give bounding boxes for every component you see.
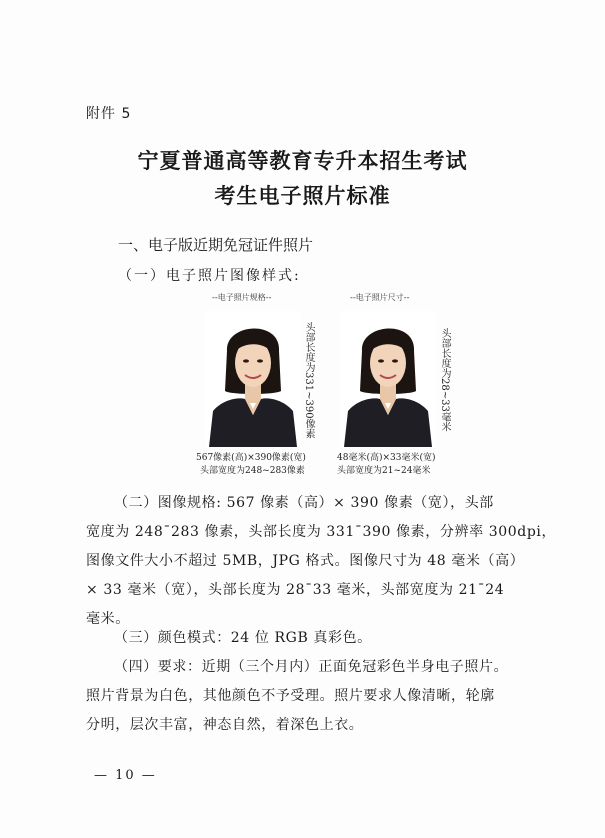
paragraph-line: （四）要求：近期（三个月内）正面免冠彩色半身电子照片。: [114, 659, 509, 675]
woman-portrait-icon: [340, 311, 436, 447]
paragraph-line: （三）颜色模式：24 位 RGB 真彩色。: [114, 630, 372, 646]
attachment-label: 附件 5: [86, 106, 132, 122]
document-title-line2: 考生电子照片标准: [214, 183, 391, 208]
paragraph-line: × 33 毫米（宽），头部长度为 28¯33 毫米，头部宽度为 21¯24: [86, 582, 505, 598]
paragraph-line: 照片背景为白色，其他颜色不予受理。照片要求人像清晰，轮廓: [86, 688, 495, 704]
paragraph-line: 分明，层次丰富，神态自然，着深色上衣。: [86, 717, 364, 733]
portrait-photo-left: [205, 311, 301, 447]
paragraph-line: 宽度为 248¯283 像素，头部长度为 331¯390 像素，分辨率 300dpi，: [86, 524, 557, 540]
figure-right-title: --电子照片尺寸--: [350, 293, 410, 302]
paragraph-line: （二）图像规格: 567 像素（高）× 390 像素（宽），头部: [114, 495, 494, 511]
figure-left-head-length: 头部长度为331~390像素: [303, 322, 314, 439]
figure-right-caption-head-width: 头部宽度为21~24毫米: [337, 466, 431, 476]
woman-portrait-icon: [205, 311, 301, 447]
subsection-heading: （一）电子照片图像样式:: [118, 268, 301, 284]
figure-right-caption-size: 48毫米(高)×33毫米(宽): [337, 453, 436, 463]
section-heading: 一、电子版近期免冠证件照片: [118, 236, 314, 254]
figure-left-caption-size: 567像素(高)×390像素(宽): [196, 453, 306, 463]
paragraph-color-mode: [86, 624, 526, 653]
figure-left-caption-head-width: 头部宽度为248~283像素: [200, 466, 305, 476]
document-title-line1: 宁夏普通高等教育专升本招生考试: [137, 148, 468, 173]
portrait-photo-right: [340, 311, 436, 447]
page-number: — 10 —: [94, 768, 157, 783]
paragraph-line: 毫米。: [86, 611, 130, 627]
paragraph-line: 图像文件大小不超过 5MB，JPG 格式。图像尺寸为 48 毫米（高）: [86, 553, 525, 569]
paragraph-requirements: [86, 653, 526, 740]
paragraph-image-spec: [86, 489, 557, 634]
figure-left-title: --电子照片规格--: [212, 293, 272, 302]
figure-right-head-length: 头部长度为28~33毫米: [439, 328, 450, 432]
